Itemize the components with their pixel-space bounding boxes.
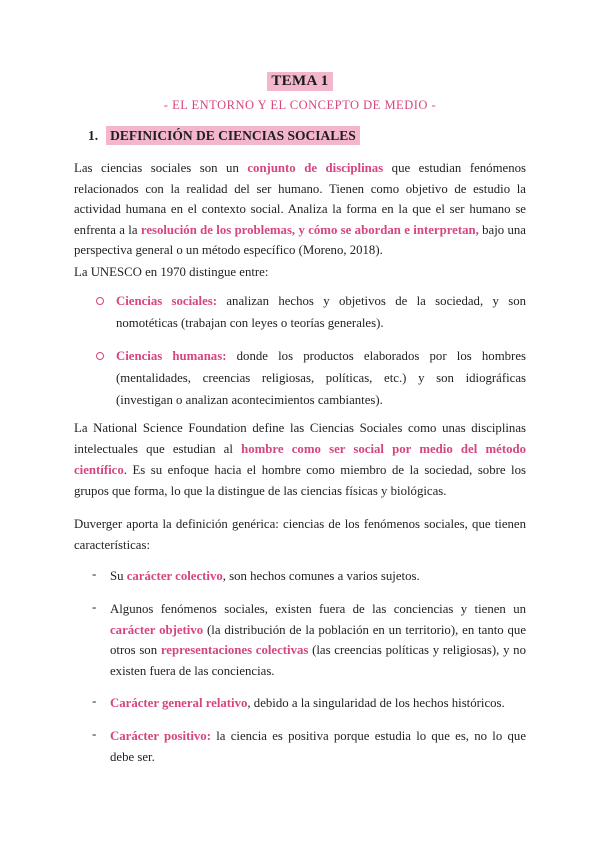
d2-text-c: (las creencias políticas y religiosas), y no existen fuera de las conciencias.: [110, 643, 526, 678]
p1-text-c: bajo una perspectiva general o un método específico (Moreno, 2018).: [74, 222, 526, 257]
section-number: 1.: [88, 128, 99, 143]
circle-bullet-icon: [96, 297, 104, 305]
dash-bullet: -: [92, 693, 97, 708]
d3-text-b: , debido a la singularidad de los hechos históricos.: [247, 696, 505, 710]
p1-text-b: que estudian fenómenos relacionados con la realidad del ser humano. Tienen como objetivo de estudio la actividad humana en el contexto social. Analiza la forma en la que el ser humano se enfrenta a la: [74, 161, 526, 237]
list-item-general-relativo: [110, 693, 526, 714]
dash-bullet: -: [92, 726, 97, 741]
def-ciencias-sociales: analizan hechos y objetivos de la sociedad, y son nomotéticas (trabajan con leyes o teorías generales).: [116, 294, 527, 330]
paragraph-intro: [74, 158, 526, 261]
paragraph-unesco: La UNESCO en 1970 distingue entre:: [74, 265, 269, 279]
dash-bullet: -: [92, 566, 97, 581]
highlight-positivo: Carácter positivo:: [110, 729, 211, 743]
section-title: DEFINICIÓN DE CIENCIAS SOCIALES: [106, 126, 360, 145]
p3-text-a: La National Science Foundation define las Ciencias Sociales como unas disciplinas intelectuales que estudian al: [74, 421, 526, 456]
section-heading: [88, 128, 360, 144]
highlight-conjunto: conjunto de disciplinas: [247, 161, 384, 175]
page-title: TEMA 1: [267, 72, 332, 91]
d4-text-b: la ciencia es positiva porque estudia lo que es, no lo que debe ser.: [110, 729, 526, 764]
term-ciencias-sociales: Ciencias sociales:: [116, 294, 218, 308]
def-ciencias-humanas: donde los productos elaborados por los hombres (mentalidades, creencias religiosas, políticas, etc.) y son idiográficas (investigan o analizan acontecimientos cambiantes).: [116, 349, 526, 407]
highlight-colectivo: carácter colectivo: [126, 569, 223, 583]
list-item-colectivo: [110, 566, 526, 587]
list-item-objetivo: [110, 599, 526, 681]
highlight-resolucion: resolución de los problemas, y cómo se abordan e interpretan,: [140, 222, 479, 237]
page-subtitle: - EL ENTORNO Y EL CONCEPTO DE MEDIO -: [163, 98, 437, 112]
p3-text-b: . Es su enfoque hacia el hombre como miembro de la sociedad, sobre los grupos que forma, lo que la distingue de las ciencias físicas y biológicas.: [74, 463, 526, 498]
d2-text-a: Algunos fenómenos sociales, existen fuera de las conciencias y tienen un: [110, 602, 526, 616]
d1-text-a: Su: [110, 569, 127, 583]
paragraph-nsf: [74, 418, 526, 502]
d1-text-b: , son hechos comunes a varios sujetos.: [222, 569, 420, 583]
term-ciencias-humanas: Ciencias humanas:: [116, 349, 227, 363]
d2-text-b: (la distribución de la población en un territorio), en tanto que otros son: [110, 622, 527, 657]
highlight-representaciones: representaciones colectivas: [160, 643, 309, 657]
p1-text-a: Las ciencias sociales son un: [74, 161, 248, 175]
title-wrap: [0, 72, 600, 91]
highlight-general-relativo: Carácter general relativo: [110, 696, 248, 710]
list-item-ciencias-humanas: [116, 345, 526, 411]
paragraph-duverger: Duverger aporta la definición genérica: ciencias de los fenómenos sociales, que tienen características:: [74, 517, 526, 552]
circle-bullet-icon: [96, 352, 104, 360]
highlight-objetivo: carácter objetivo: [110, 622, 204, 637]
highlight-hombre-social: hombre como ser social por medio del método científico: [74, 442, 527, 477]
dash-bullet: -: [92, 599, 97, 614]
list-item-positivo: [110, 726, 526, 767]
list-item-ciencias-sociales: [116, 290, 526, 334]
